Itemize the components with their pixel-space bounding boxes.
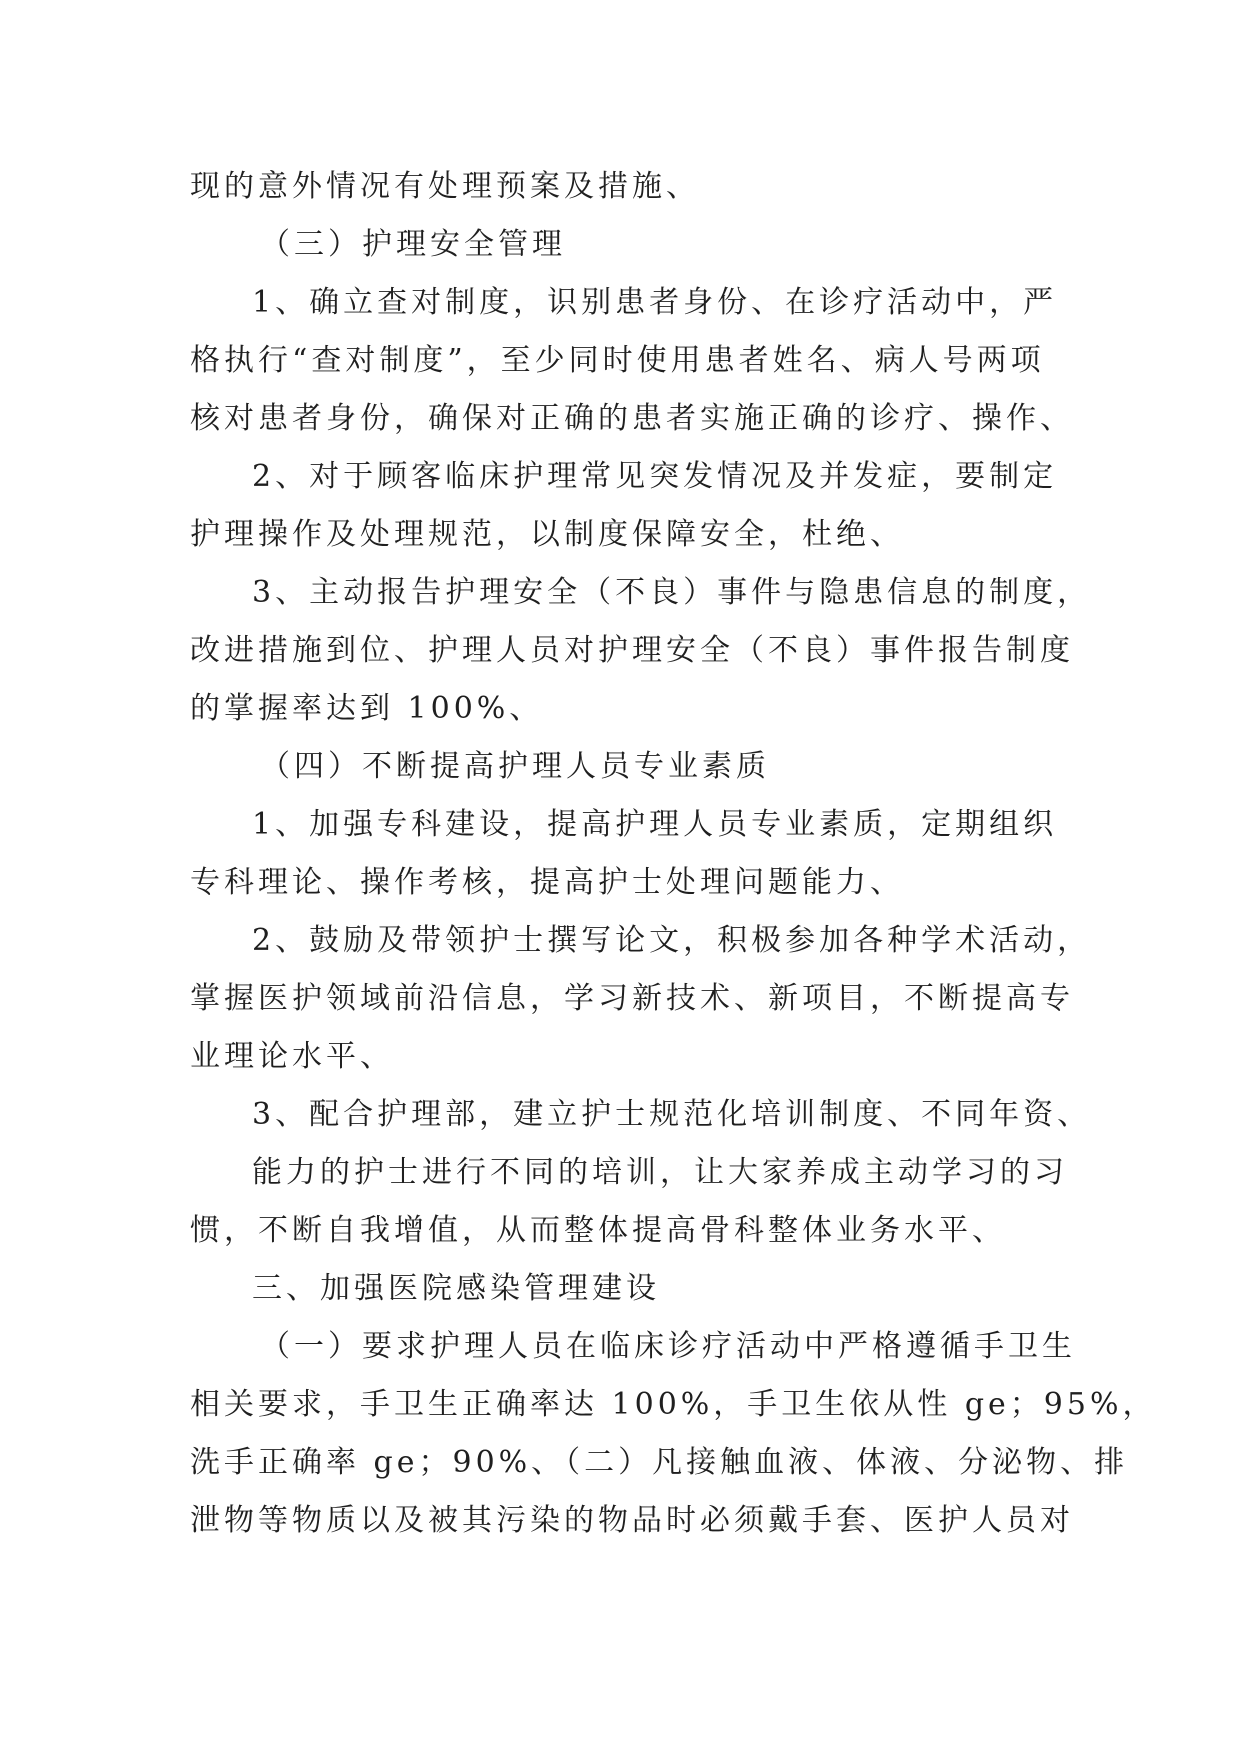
document-body bbox=[190, 158, 1157, 1550]
text-line: 相关要求，手卫生正确率达 100%，手卫生依从性 ge；95%， bbox=[190, 1387, 1157, 1422]
text-line: 护理操作及处理规范，以制度保障安全，杜绝、 bbox=[190, 517, 904, 552]
section-heading: （三）护理安全管理 bbox=[260, 227, 566, 262]
text-line: 格执行“查对制度”，至少同时使用患者姓名、病人号两项 bbox=[190, 343, 1045, 378]
section-heading: （四）不断提高护理人员专业素质 bbox=[260, 749, 770, 784]
text-line: 2、对于顾客临床护理常见突发情况及并发症，要制定 bbox=[252, 459, 1058, 494]
text-line: 1、确立查对制度，识别患者身份、在诊疗活动中，严 bbox=[252, 285, 1058, 320]
text-line: 1、加强专科建设，提高护理人员专业素质，定期组织 bbox=[252, 807, 1058, 842]
text-line: 业理论水平、 bbox=[190, 1039, 394, 1074]
text-line: 掌握医护领域前沿信息，学习新技术、新项目，不断提高专 bbox=[190, 981, 1074, 1016]
text-line: 3、配合护理部，建立护士规范化培训制度、不同年资、 bbox=[252, 1097, 1092, 1132]
text-line: 泄物等物质以及被其污染的物品时必须戴手套、医护人员对 bbox=[190, 1503, 1074, 1538]
text-line: 改进措施到位、护理人员对护理安全（不良）事件报告制度 bbox=[190, 633, 1074, 668]
text-line: 2、鼓励及带领护士撰写论文，积极参加各种学术活动， bbox=[252, 923, 1092, 958]
section-heading: 三、加强医院感染管理建设 bbox=[252, 1271, 660, 1306]
text-line: 现的意外情况有处理预案及措施、 bbox=[190, 169, 700, 204]
text-line: 核对患者身份，确保对正确的患者实施正确的诊疗、操作、 bbox=[190, 401, 1074, 436]
text-line: 3、主动报告护理安全（不良）事件与隐患信息的制度， bbox=[252, 575, 1092, 610]
text-line: 专科理论、操作考核，提高护士处理问题能力、 bbox=[190, 865, 904, 900]
text-line: （一）要求护理人员在临床诊疗活动中严格遵循手卫生 bbox=[260, 1329, 1076, 1364]
text-line: 的掌握率达到 100%、 bbox=[190, 691, 544, 726]
text-line: 能力的护士进行不同的培训，让大家养成主动学习的习 bbox=[252, 1155, 1068, 1190]
text-line: 惯，不断自我增值，从而整体提高骨科整体业务水平、 bbox=[190, 1213, 1006, 1248]
text-line: 洗手正确率 ge；90%、（二）凡接触血液、体液、分泌物、排 bbox=[190, 1445, 1129, 1480]
